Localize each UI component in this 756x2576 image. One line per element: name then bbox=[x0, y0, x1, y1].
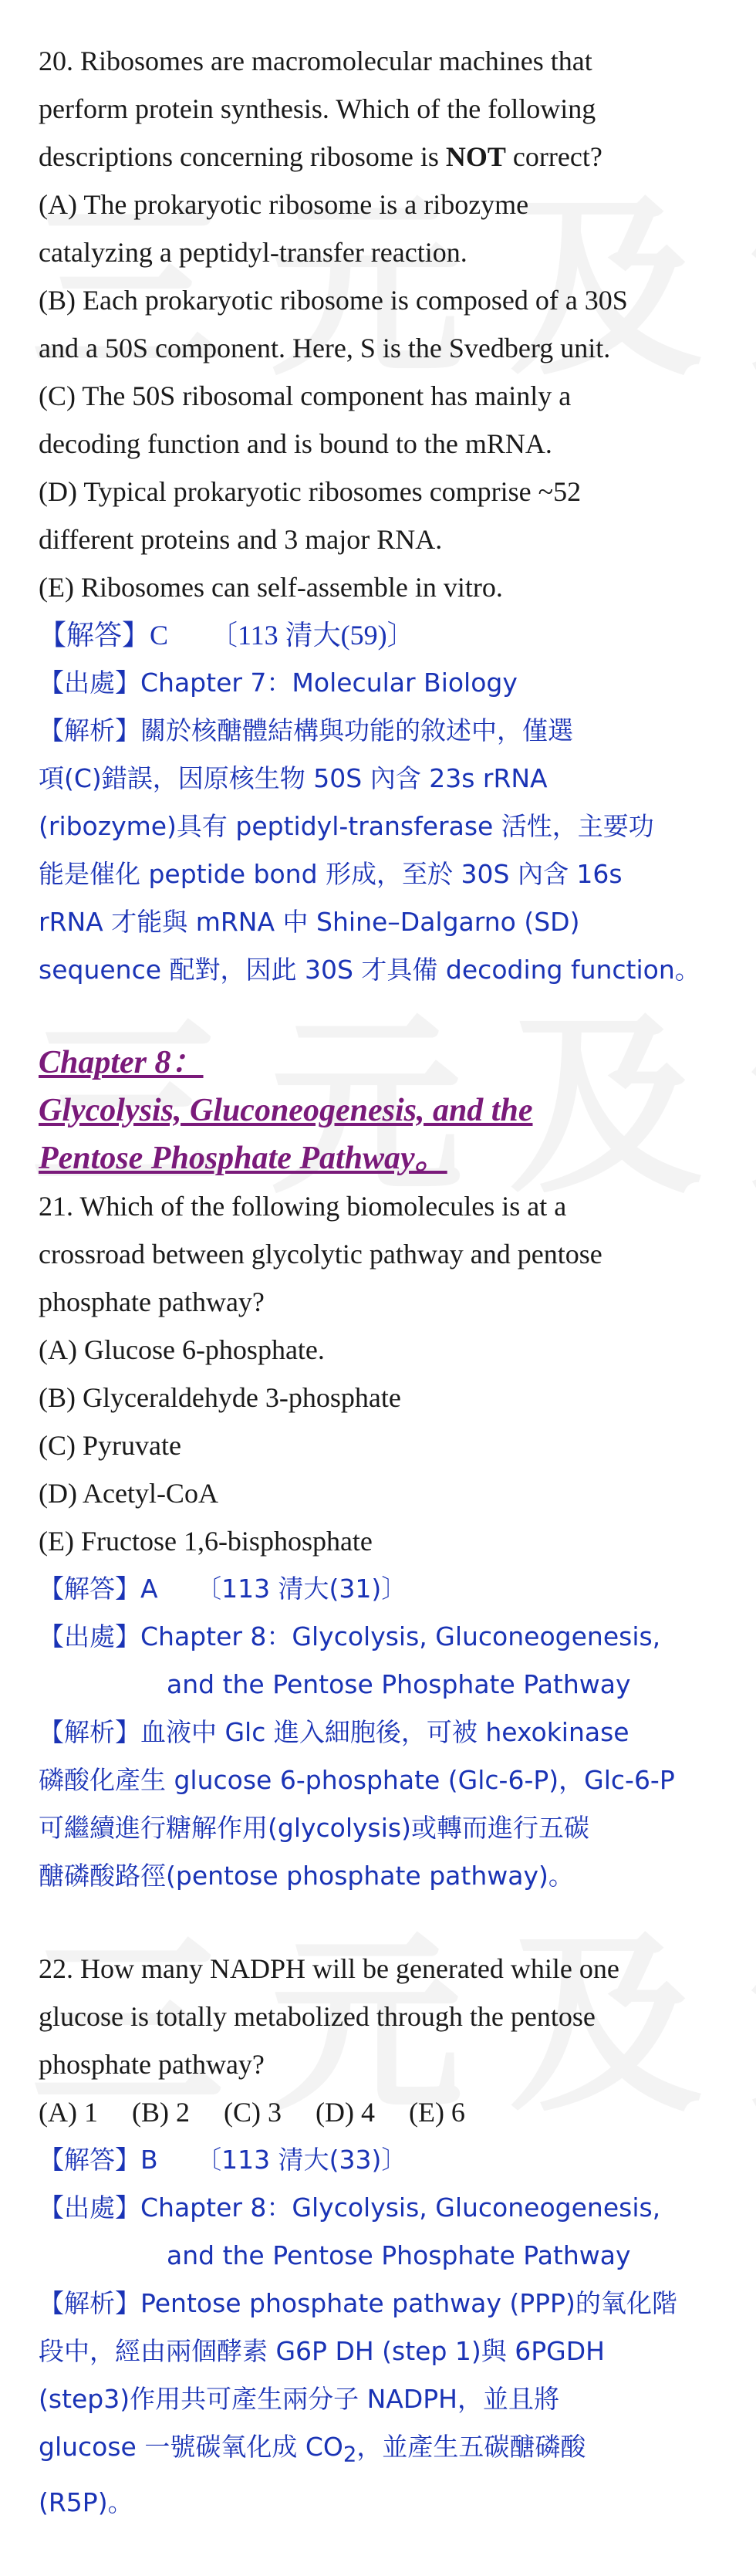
question-21-option: (A) Glucose 6-phosphate. bbox=[39, 1334, 325, 1365]
subscript: 2 bbox=[343, 2442, 357, 2467]
analysis-text: glucose 一號碳氧化成 CO bbox=[39, 2432, 343, 2462]
option-c: (C) 3 bbox=[223, 2097, 282, 2128]
analysis-line: 項(C)錯誤，因原核生物 50S 內含 23s rRNA bbox=[39, 763, 548, 793]
analysis-line: rRNA 才能與 mRNA 中 Shine–Dalgarno (SD) bbox=[39, 907, 580, 937]
analysis-line: (ribozyme)具有 peptidyl-transferase 活性，主要功 bbox=[39, 811, 654, 841]
question-20-option-line: different proteins and 3 major RNA. bbox=[39, 524, 443, 555]
question-20-text: descriptions concerning ribosome is bbox=[39, 141, 446, 172]
analysis-line: 醣磷酸路徑(pentose phosphate pathway)。 bbox=[39, 1861, 574, 1891]
question-21-line: crossroad between glycolytic pathway and pentose bbox=[39, 1239, 602, 1269]
analysis-line: sequence 配對，因此 30S 才具備 decoding function。 bbox=[39, 955, 700, 985]
source-21-continued: and the Pentose Phosphate Pathway bbox=[167, 1669, 631, 1699]
question-22-line: glucose is totally metabolized through the pentose bbox=[39, 2001, 596, 2032]
question-22-line: phosphate pathway? bbox=[39, 2049, 265, 2080]
chapter-heading-line: Chapter 8： bbox=[39, 1045, 204, 1080]
analysis-line: 能是催化 peptide bond 形成，至於 30S 內含 16s bbox=[39, 859, 623, 889]
question-20-line-2: perform protein synthesis. Which of the following bbox=[39, 93, 596, 124]
question-20-option-line: (D) Typical prokaryotic ribosomes comprise ~52 bbox=[39, 476, 582, 507]
source-22: 【出處】Chapter 8：Glycolysis, Gluconeogenesis, bbox=[39, 2192, 661, 2223]
document-page bbox=[39, 37, 725, 2527]
analysis-line: (step3)作用共可產生兩分子 NADPH，並且將 bbox=[39, 2384, 560, 2414]
option-d: (D) 4 bbox=[315, 2097, 375, 2128]
question-20-option-line: (C) The 50S ribosomal component has mainly a bbox=[39, 380, 572, 411]
emphasis-not: NOT bbox=[445, 141, 506, 172]
answer-block-21 bbox=[39, 1565, 725, 1900]
chapter-heading-line: Pentose Phosphate Pathway。 bbox=[39, 1141, 447, 1176]
question-20-line-1: 20. Ribosomes are macromolecular machines that bbox=[39, 46, 592, 76]
analysis-line bbox=[39, 2423, 725, 2479]
analysis-line: (R5P)。 bbox=[39, 2486, 133, 2517]
question-21 bbox=[39, 1182, 725, 1565]
answer-20: 【解答】C 〔113 清大(59)〕 bbox=[39, 620, 415, 651]
analysis-line: 【解析】關於核醣體結構與功能的敘述中，僅選 bbox=[39, 715, 573, 745]
answer-block-20 bbox=[39, 611, 725, 707]
source-22-continued: and the Pentose Phosphate Pathway bbox=[167, 2240, 631, 2270]
question-20-option-line: (B) Each prokaryotic ribosome is composed of a 30S bbox=[39, 285, 628, 316]
answer-22: 【解答】B 〔113 清大(33)〕 bbox=[39, 2145, 407, 2175]
question-22 bbox=[39, 1945, 725, 2136]
question-21-option: (D) Acetyl-CoA bbox=[39, 1478, 218, 1509]
answer-21: 【解答】A 〔113 清大(31)〕 bbox=[39, 1574, 407, 1604]
option-a: (A) 1 bbox=[39, 2097, 98, 2128]
question-20 bbox=[39, 37, 725, 611]
analysis-line: 【解析】血液中 Glc 進入細胞後，可被 hexokinase bbox=[39, 1717, 629, 1747]
source-21: 【出處】Chapter 8：Glycolysis, Gluconeogenesis, bbox=[39, 1621, 661, 1651]
analysis-line: 段中，經由兩個酵素 G6P DH (step 1)與 6PGDH bbox=[39, 2336, 605, 2366]
question-21-option: (B) Glyceraldehyde 3-phosphate bbox=[39, 1382, 401, 1413]
analysis-20 bbox=[39, 707, 725, 994]
chapter-heading-line: Glycolysis, Gluconeogenesis, and the bbox=[39, 1093, 533, 1128]
question-22-line: 22. How many NADPH will be generated while one bbox=[39, 1953, 619, 1984]
question-20-line-3 bbox=[39, 133, 725, 181]
question-20-text-end: correct? bbox=[505, 141, 602, 172]
question-21-option: (E) Fructose 1,6-bisphosphate bbox=[39, 1526, 373, 1557]
question-21-option: (C) Pyruvate bbox=[39, 1430, 181, 1461]
chapter-8-heading bbox=[39, 1039, 725, 1182]
question-20-option-line: (A) The prokaryotic ribosome is a ribozyme bbox=[39, 189, 529, 220]
question-20-option-line: decoding function and is bound to the mRNA. bbox=[39, 428, 552, 459]
question-20-option-line: (E) Ribosomes can self-assemble in vitro. bbox=[39, 572, 503, 603]
analysis-line: 可繼續進行糖解作用(glycolysis)或轉而進行五碳 bbox=[39, 1813, 589, 1843]
option-e: (E) 6 bbox=[408, 2097, 465, 2128]
question-21-line: phosphate pathway? bbox=[39, 1286, 265, 1317]
answer-block-22 bbox=[39, 2136, 725, 2527]
analysis-text: ，並產生五碳醣磷酸 bbox=[356, 2432, 586, 2462]
question-22-options bbox=[39, 2088, 725, 2136]
question-20-option-line: and a 50S component. Here, S is the Svedberg unit. bbox=[39, 333, 611, 363]
question-21-line: 21. Which of the following biomolecules is at a bbox=[39, 1191, 567, 1222]
analysis-line: 【解析】Pentose phosphate pathway (PPP)的氧化階 bbox=[39, 2288, 677, 2318]
option-b: (B) 2 bbox=[131, 2097, 190, 2128]
question-20-option-line: catalyzing a peptidyl-transfer reaction. bbox=[39, 237, 467, 268]
source-20: 【出處】Chapter 7：Molecular Biology bbox=[39, 668, 518, 698]
analysis-line: 磷酸化產生 glucose 6-phosphate (Glc-6-P)，Glc-6-P bbox=[39, 1765, 675, 1795]
